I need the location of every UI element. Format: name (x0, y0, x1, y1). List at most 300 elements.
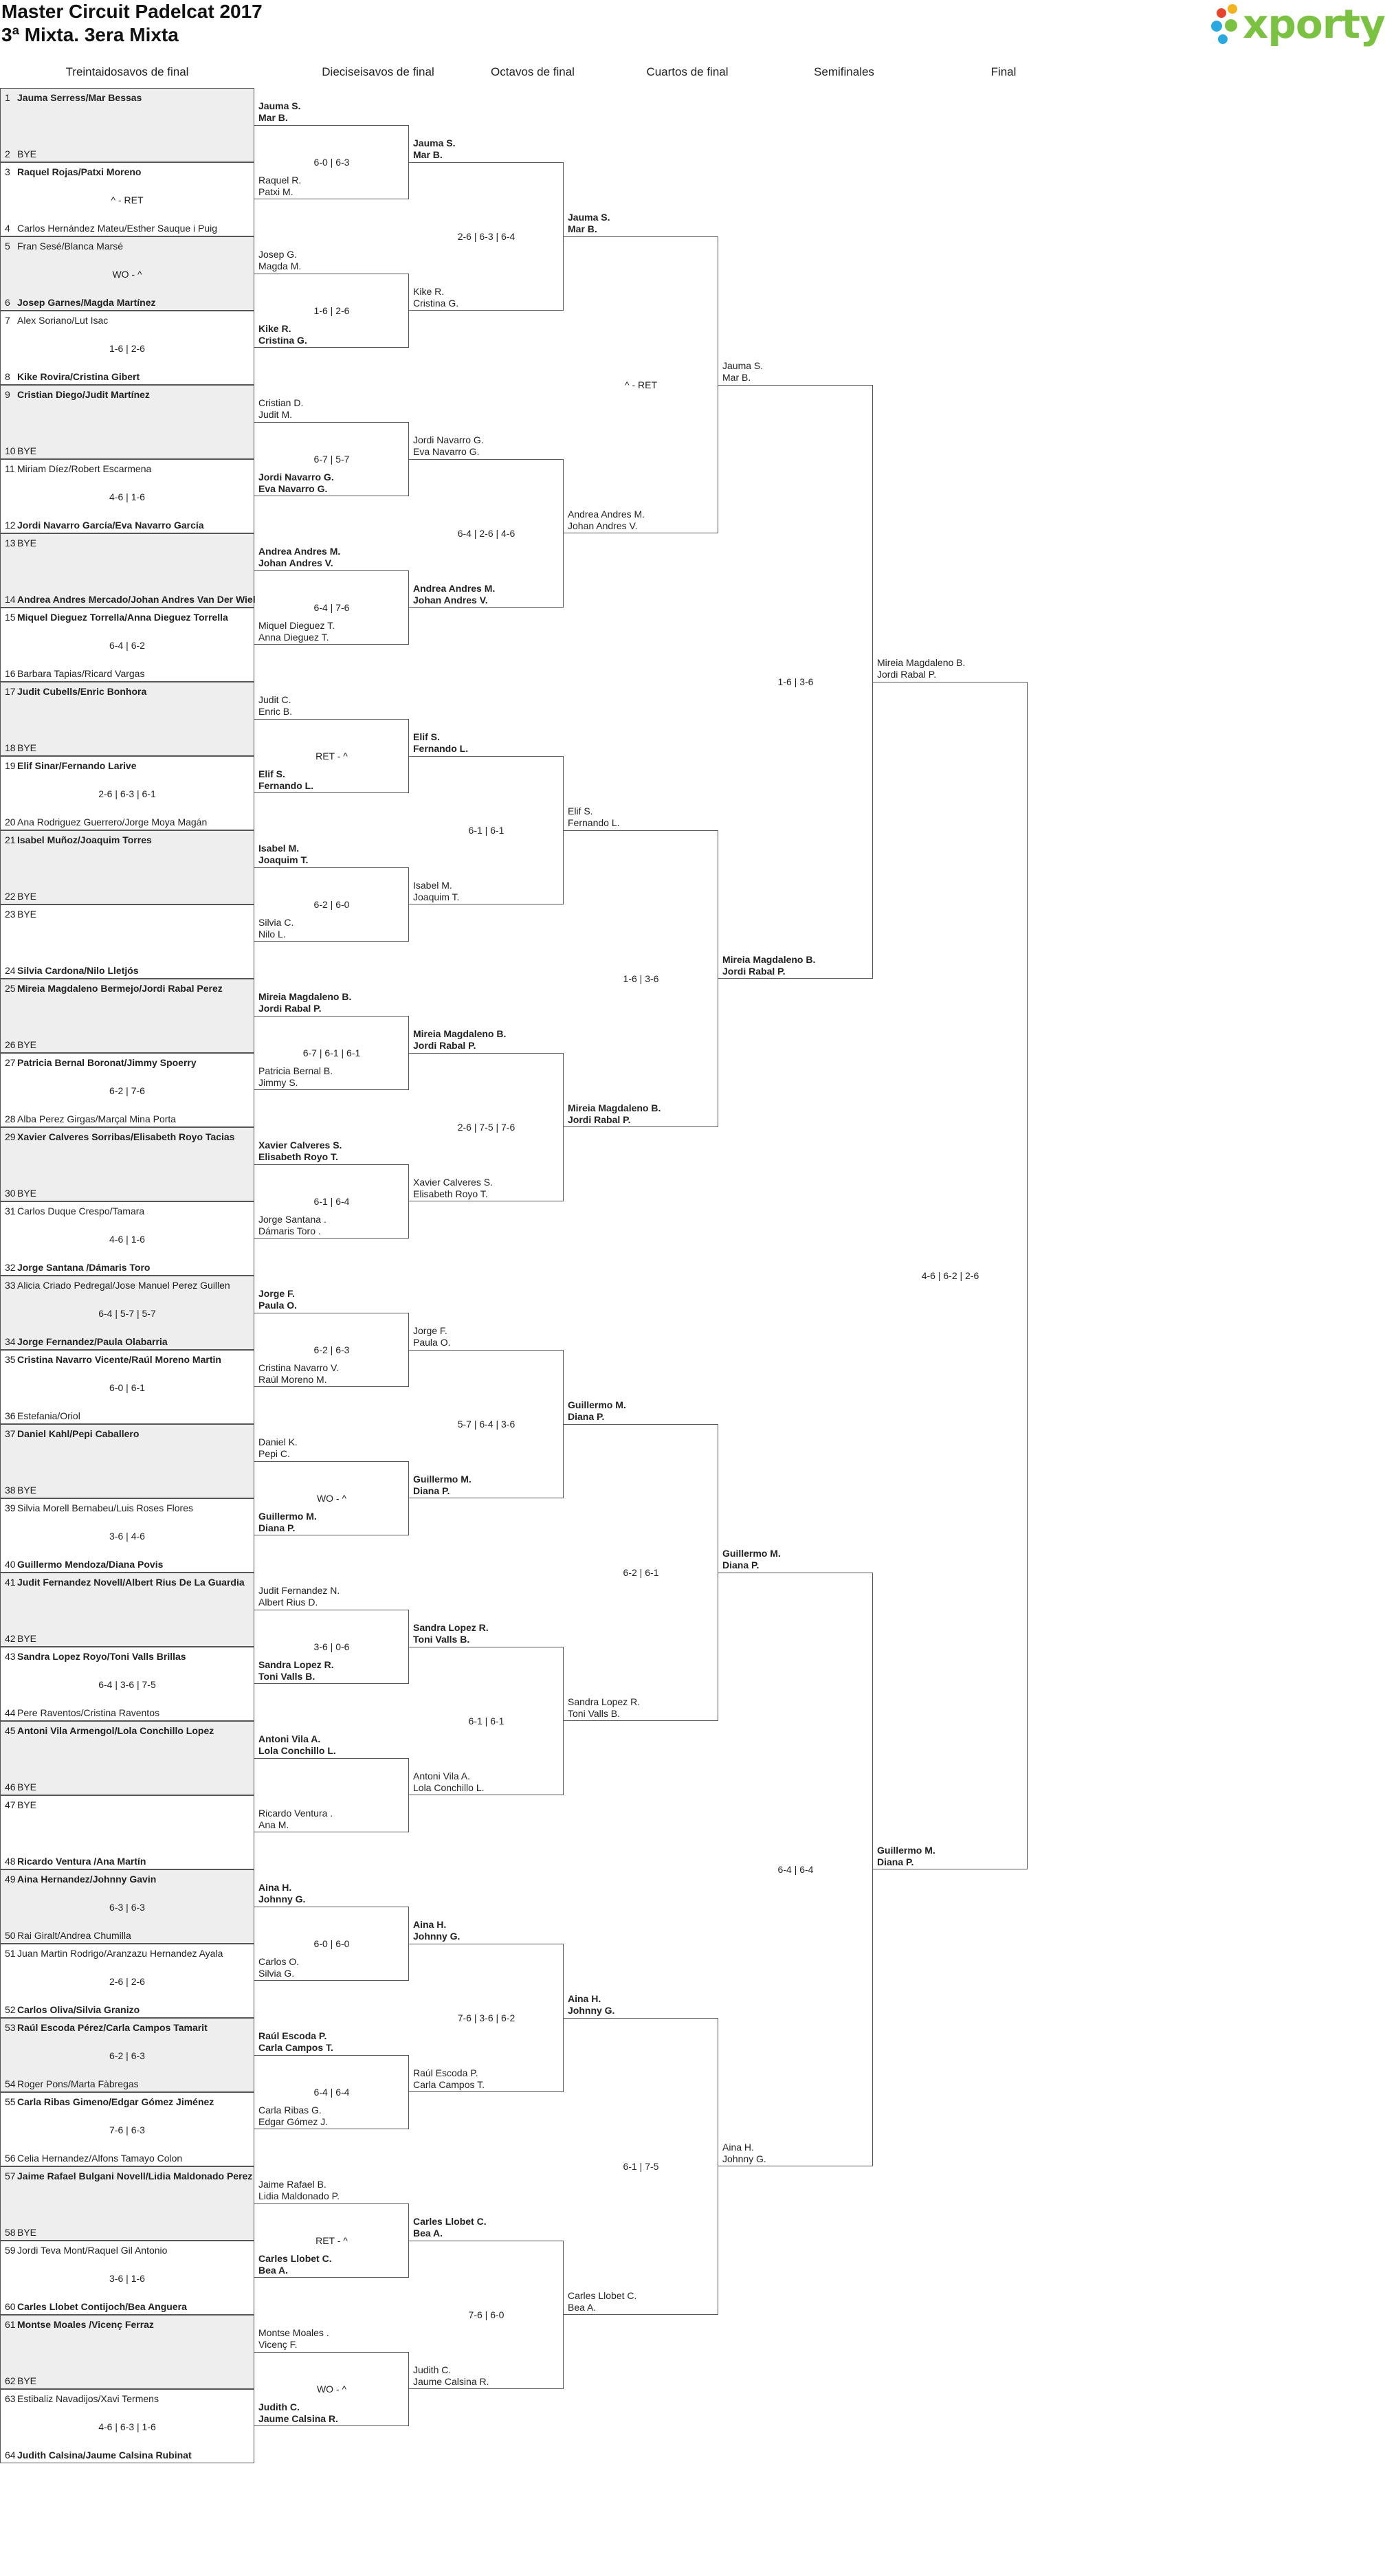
match-score: 7-6 | 3-6 | 6-2 (457, 2012, 516, 2023)
player-2: Eva Navarro G. (258, 483, 328, 494)
team-name: Aina Hernandez/Johnny Gavin (17, 1874, 157, 1885)
match-box-r32[interactable] (0, 608, 254, 682)
pair-name[interactable] (877, 1845, 935, 1868)
pair-name[interactable] (258, 397, 303, 421)
team-row[interactable] (5, 1781, 36, 1793)
pair-name[interactable] (258, 694, 292, 718)
team-row[interactable] (5, 890, 36, 902)
seed-number: 30 (5, 1188, 16, 1199)
seed-number: 58 (5, 2227, 16, 2238)
match-score: 1-6 | 3-6 (623, 973, 659, 984)
team-row[interactable] (5, 1261, 150, 1274)
match-box-r32[interactable] (0, 2018, 254, 2092)
player-2: Toni Valls B. (258, 1671, 315, 1682)
player-1: Jorge F. (258, 1288, 295, 1299)
team-row[interactable] (5, 296, 156, 309)
pair-name[interactable] (258, 1511, 317, 1534)
team-row[interactable] (5, 1502, 193, 1514)
player-2: Jordi Rabal P. (258, 1003, 322, 1014)
match-score: 6-3 | 6-3 (109, 1902, 145, 1913)
pair-name[interactable] (258, 2030, 333, 2054)
pair-name[interactable] (722, 1548, 781, 1571)
match-score: 7-6 | 6-3 (109, 2124, 145, 2135)
team-row[interactable] (5, 1484, 36, 1496)
player-2: Elisabeth Royo T. (413, 1188, 488, 1199)
player-2: Mar B. (568, 223, 597, 234)
team-row[interactable] (5, 759, 137, 772)
player-1: Sandra Lopez R. (413, 1622, 489, 1633)
team-row[interactable] (5, 1558, 163, 1570)
pair-name[interactable] (258, 2253, 332, 2276)
team-name: Patricia Bernal Boronat/Jimmy Spoerry (17, 1057, 197, 1068)
pair-name[interactable] (258, 471, 334, 495)
pair-name[interactable] (258, 1585, 340, 1608)
seed-number: 51 (5, 1948, 16, 1959)
seed-number: 14 (5, 594, 16, 605)
player-1: Jorge Santana . (258, 1214, 326, 1225)
pair-name[interactable] (258, 1956, 299, 1979)
team-row[interactable] (5, 1947, 223, 1959)
pair-name[interactable] (568, 1993, 614, 2017)
match-box-r32[interactable] (0, 2241, 254, 2315)
match-score: 6-2 | 6-0 (313, 899, 350, 910)
team-row[interactable] (5, 166, 141, 178)
pair-name[interactable] (258, 1214, 326, 1237)
page-header (1, 0, 263, 47)
pair-name[interactable] (258, 2327, 329, 2351)
seed-number: 2 (5, 148, 10, 159)
seed-number: 57 (5, 2170, 16, 2181)
team-row[interactable] (5, 388, 150, 401)
match-box-r32[interactable] (0, 1201, 254, 1276)
team-row[interactable] (5, 1279, 230, 1291)
pair-name[interactable] (413, 137, 455, 161)
match-score: 6-2 | 6-3 (109, 2050, 145, 2061)
team-name: Ricardo Ventura /Ana Martín (17, 1856, 146, 1867)
pair-name[interactable] (258, 2401, 338, 2425)
seed-number: 45 (5, 1725, 16, 1736)
match-box-r32[interactable] (0, 162, 254, 236)
team-row[interactable] (5, 1410, 80, 1422)
pair-name[interactable] (413, 1028, 506, 1052)
seed-number: 47 (5, 1799, 16, 1810)
team-row[interactable] (5, 2003, 140, 2016)
team-name: Andrea Andres Mercado/Johan Andres Van Der Wiel (17, 594, 256, 605)
column-header-5: Semifinales (814, 65, 874, 78)
logo-dot-blue-icon (1211, 21, 1222, 32)
player-1: Patricia Bernal B. (258, 1065, 333, 1076)
match-box-r32[interactable] (0, 533, 254, 608)
player-1: Sandra Lopez R. (258, 1659, 334, 1670)
team-row[interactable] (5, 908, 36, 920)
team-name: Pere Raventos/Cristina Raventos (17, 1707, 159, 1718)
pair-name[interactable] (568, 1399, 626, 1423)
pair-name[interactable] (722, 2142, 766, 2165)
team-row[interactable] (5, 519, 204, 531)
seed-number: 37 (5, 1428, 16, 1439)
pair-name[interactable] (258, 2105, 328, 2128)
player-2: Edgar Gómez J. (258, 2116, 329, 2127)
team-row[interactable] (5, 2300, 187, 2313)
pair-name[interactable] (258, 991, 351, 1014)
pair-name[interactable] (722, 954, 815, 977)
team-name: Silvia Morell Bernabeu/Luis Roses Flores (17, 1502, 193, 1513)
match-box-r32[interactable] (0, 830, 254, 904)
player-1: Guillermo M. (258, 1511, 317, 1522)
team-row[interactable] (5, 1113, 176, 1125)
match-box-r32[interactable] (0, 1721, 254, 1795)
match-box-r32[interactable] (0, 904, 254, 979)
team-row[interactable] (5, 2375, 36, 2387)
team-row[interactable] (5, 1707, 159, 1719)
seed-number: 23 (5, 909, 16, 920)
team-row[interactable] (5, 685, 146, 698)
xporty-logo[interactable] (1210, 1, 1385, 51)
team-name: Miriam Díez/Robert Escarmena (17, 463, 152, 474)
team-row[interactable] (5, 2318, 154, 2331)
team-name: Isabel Muñoz/Joaquim Torres (17, 834, 152, 845)
pair-name[interactable] (258, 1288, 297, 1311)
team-name: BYE (17, 1781, 37, 1792)
player-1: Elif S. (258, 768, 285, 779)
pair-name[interactable] (413, 434, 484, 458)
team-name: Montse Moales /Vicenç Ferraz (17, 2319, 154, 2330)
pair-name[interactable] (258, 546, 340, 569)
team-row[interactable] (5, 1039, 36, 1051)
match-box-r32[interactable] (0, 2166, 254, 2241)
team-row[interactable] (5, 463, 151, 475)
team-row[interactable] (5, 1187, 36, 1199)
seed-number: 11 (5, 463, 15, 474)
match-box-r32[interactable] (0, 1944, 254, 2018)
pair-name[interactable] (568, 1102, 661, 1126)
pair-name[interactable] (722, 360, 763, 384)
pair-name[interactable] (258, 1436, 298, 1460)
player-1: Ricardo Ventura . (258, 1808, 333, 1819)
pair-name[interactable] (413, 1622, 489, 1645)
team-row[interactable] (5, 2078, 139, 2090)
pair-name[interactable] (258, 1808, 333, 1831)
match-box-r32[interactable] (0, 1276, 254, 1350)
seed-number: 56 (5, 2153, 16, 2164)
match-score: 6-4 | 7-6 (313, 602, 350, 613)
player-2: Fernando L. (413, 743, 469, 754)
player-1: Mireia Magdaleno B. (877, 657, 966, 668)
pair-name[interactable] (413, 731, 468, 755)
player-2: Eva Navarro G. (413, 446, 480, 457)
player-2: Lola Conchillo L. (258, 1745, 336, 1756)
team-name: Mireia Magdaleno Bermejo/Jordi Rabal Perez (17, 983, 223, 994)
team-row[interactable] (5, 2392, 159, 2405)
player-1: Miquel Dieguez T. (258, 620, 335, 631)
seed-number: 52 (5, 2004, 16, 2015)
player-1: Isabel M. (258, 843, 300, 854)
seed-number: 32 (5, 1262, 16, 1273)
seed-number: 33 (5, 1280, 16, 1291)
seed-number: 62 (5, 2375, 16, 2386)
player-1: Aina H. (413, 1919, 447, 1930)
player-1: Raúl Escoda P. (258, 2030, 327, 2041)
team-row[interactable] (5, 2226, 36, 2239)
player-1: Raúl Escoda P. (413, 2067, 478, 2078)
team-row[interactable] (5, 91, 142, 104)
player-2: Johan Andres V. (258, 557, 333, 568)
player-2: Albert Rius D. (258, 1597, 318, 1608)
team-row[interactable] (5, 2449, 192, 2461)
team-row[interactable] (5, 1873, 156, 1885)
player-1: Jordi Navarro G. (413, 434, 484, 445)
team-row[interactable] (5, 314, 108, 326)
pair-name[interactable] (413, 1177, 493, 1200)
match-box-r32[interactable] (0, 1127, 254, 1201)
pair-name[interactable] (413, 1919, 460, 1942)
seed-number: 24 (5, 965, 16, 976)
team-row[interactable] (5, 2244, 167, 2256)
match-box-r32[interactable] (0, 459, 254, 533)
team-row[interactable] (5, 2096, 214, 2108)
pair-name[interactable] (413, 583, 495, 606)
team-name: BYE (17, 445, 37, 456)
pair-name[interactable] (568, 806, 620, 829)
team-row[interactable] (5, 982, 223, 995)
team-row[interactable] (5, 742, 36, 754)
pair-name[interactable] (413, 1325, 450, 1348)
team-name: BYE (17, 148, 37, 159)
player-1: Silvia C. (258, 917, 294, 928)
match-score: 6-4 | 6-2 (109, 640, 145, 651)
match-box-r32[interactable] (0, 1869, 254, 1944)
pair-name[interactable] (258, 249, 301, 272)
team-row[interactable] (5, 1353, 221, 1366)
seed-number: 8 (5, 371, 10, 382)
team-row[interactable] (5, 1650, 186, 1663)
team-row[interactable] (5, 240, 123, 252)
pair-name[interactable] (413, 880, 459, 903)
pair-name[interactable] (258, 1882, 305, 1905)
match-box-r32[interactable] (0, 2315, 254, 2389)
seed-number: 22 (5, 891, 16, 902)
match-box-r32[interactable] (0, 1647, 254, 1721)
seed-number: 36 (5, 1410, 16, 1421)
seed-number: 63 (5, 2393, 16, 2404)
player-1: Carles Llobet C. (258, 2253, 332, 2264)
team-name: Juan Martin Rodrigo/Aranzazu Hernandez Ayala (17, 1948, 223, 1959)
match-score: 6-4 | 5-7 | 5-7 (98, 1308, 156, 1319)
player-1: Andrea Andres M. (258, 546, 341, 557)
pair-name[interactable] (258, 1140, 342, 1163)
match-box-r32[interactable] (0, 1053, 254, 1127)
team-row[interactable] (5, 593, 256, 606)
match-box-r32[interactable] (0, 1573, 254, 1647)
match-score: 4-6 | 6-2 | 2-6 (921, 1270, 979, 1281)
player-2: Bea A. (413, 2228, 443, 2239)
pair-name[interactable] (258, 1733, 336, 1757)
team-row[interactable] (5, 1855, 146, 1867)
match-box-r32[interactable] (0, 1795, 254, 1869)
team-row[interactable] (5, 370, 140, 383)
player-1: Josep G. (258, 249, 298, 260)
team-row[interactable] (5, 816, 207, 828)
match-box-r32[interactable] (0, 1498, 254, 1573)
match-score: 6-0 | 6-1 (109, 1382, 145, 1393)
player-2: Diana P. (722, 1559, 760, 1570)
match-box-r32[interactable] (0, 2389, 254, 2463)
seed-number: 49 (5, 1874, 16, 1885)
team-row[interactable] (5, 2170, 252, 2182)
player-1: Xavier Calveres S. (413, 1177, 493, 1188)
team-name: Jordi Navarro García/Eva Navarro García (17, 520, 204, 531)
pair-name[interactable] (877, 657, 965, 680)
logo-dot-red-icon (1217, 8, 1226, 18)
seed-number: 28 (5, 1113, 16, 1124)
team-row[interactable] (5, 667, 144, 680)
team-row[interactable] (5, 1632, 36, 1645)
team-name: Estefania/Oriol (17, 1410, 80, 1421)
team-row[interactable] (5, 1428, 139, 1440)
team-row[interactable] (5, 2152, 182, 2164)
player-2: Mar B. (722, 372, 751, 383)
match-box-r32[interactable] (0, 979, 254, 1053)
seed-number: 46 (5, 1781, 16, 1792)
match-box-r32[interactable] (0, 311, 254, 385)
player-2: Johan Andres V. (413, 595, 488, 606)
player-2: Pepi C. (258, 1448, 290, 1459)
player-2: Jordi Rabal P. (722, 966, 786, 977)
logo-dot-lightblue-icon (1218, 34, 1228, 44)
team-row[interactable] (5, 2021, 208, 2034)
match-score: 6-7 | 6-1 | 6-1 (302, 1047, 361, 1058)
pair-name[interactable] (258, 175, 301, 198)
player-2: Judit M. (258, 409, 293, 420)
team-row[interactable] (5, 1335, 168, 1348)
team-row[interactable] (5, 1929, 131, 1942)
pair-name[interactable] (258, 843, 308, 866)
seed-number: 64 (5, 2450, 16, 2461)
team-name: Raquel Rojas/Patxi Moreno (17, 166, 142, 177)
team-row[interactable] (5, 222, 217, 234)
pair-name[interactable] (413, 1770, 485, 1794)
team-name: Daniel Kahl/Pepi Caballero (17, 1428, 140, 1439)
player-1: Andrea Andres M. (568, 509, 645, 520)
pair-name[interactable] (413, 2067, 485, 2091)
pair-name[interactable] (258, 2179, 340, 2202)
player-1: Raquel R. (258, 175, 302, 186)
team-name: Celia Hernandez/Alfons Tamayo Colon (17, 2153, 183, 2164)
match-box-r32[interactable] (0, 1350, 254, 1424)
pair-name[interactable] (258, 1659, 334, 1683)
team-row[interactable] (5, 1131, 234, 1143)
player-1: Aina H. (258, 1882, 292, 1893)
pair-name[interactable] (258, 100, 300, 124)
team-row[interactable] (5, 611, 228, 623)
seed-number: 59 (5, 2245, 16, 2256)
match-score: 5-7 | 6-4 | 3-6 (457, 1419, 516, 1430)
pair-name[interactable] (258, 620, 335, 643)
team-row[interactable] (5, 1724, 214, 1737)
match-box-r32[interactable] (0, 2092, 254, 2166)
player-1: Daniel K. (258, 1436, 298, 1447)
pair-name[interactable] (258, 323, 307, 346)
seed-number: 16 (5, 668, 16, 679)
seed-number: 9 (5, 389, 10, 400)
player-1: Guillermo M. (568, 1399, 626, 1410)
match-score: 6-2 | 7-6 (109, 1085, 145, 1096)
match-score: 4-6 | 6-3 | 1-6 (98, 2421, 156, 2432)
seed-number: 21 (5, 834, 16, 845)
match-box-r32[interactable] (0, 385, 254, 459)
team-row[interactable] (5, 1056, 197, 1069)
player-2: Diana P. (877, 1856, 914, 1867)
match-box-r32[interactable] (0, 236, 254, 311)
match-box-r32[interactable] (0, 756, 254, 830)
match-box-r32[interactable] (0, 1424, 254, 1498)
pair-name[interactable] (413, 2364, 489, 2388)
player-2: Bea A. (258, 2265, 289, 2276)
pair-name[interactable] (258, 768, 313, 792)
pair-name[interactable] (413, 286, 458, 309)
match-box-r32[interactable] (0, 88, 254, 162)
logo-dot-yellow-icon (1228, 4, 1237, 14)
column-header-3: Octavos de final (491, 65, 575, 78)
seed-number: 26 (5, 1039, 16, 1050)
team-row[interactable] (5, 1576, 245, 1588)
seed-number: 34 (5, 1336, 16, 1347)
team-row[interactable] (5, 537, 36, 549)
team-row[interactable] (5, 834, 152, 846)
team-row[interactable] (5, 1205, 144, 1217)
team-name: Xavier Calveres Sorribas/Elisabeth Royo Tacias (17, 1131, 235, 1142)
player-2: Carla Campos T. (413, 2079, 485, 2090)
match-score: 4-6 | 1-6 (109, 491, 145, 502)
match-score: 7-6 | 6-0 (468, 2309, 505, 2320)
team-name: Judit Fernandez Novell/Albert Rius De La Guardia (17, 1577, 245, 1588)
player-1: Cristian D. (258, 397, 304, 408)
team-name: BYE (17, 742, 37, 753)
pair-name[interactable] (413, 2216, 487, 2239)
player-2: Joaquim T. (258, 854, 309, 865)
pair-name[interactable] (568, 212, 610, 235)
team-name: Josep Garnes/Magda Martínez (17, 297, 156, 308)
pair-name[interactable] (568, 509, 645, 532)
pair-name[interactable] (258, 917, 293, 940)
team-name: Carla Ribas Gimeno/Edgar Gómez Jiménez (17, 2096, 214, 2107)
player-1: Montse Moales . (258, 2327, 329, 2338)
team-row[interactable] (5, 148, 36, 160)
team-name: Elif Sinar/Fernando Larive (17, 760, 137, 771)
pair-name[interactable] (568, 1696, 640, 1720)
team-row[interactable] (5, 1799, 36, 1811)
pair-name[interactable] (568, 2290, 636, 2313)
team-row[interactable] (5, 964, 139, 977)
match-box-r32[interactable] (0, 682, 254, 756)
seed-number: 6 (5, 297, 10, 308)
page-title: Master Circuit Padelcat 2017 (1, 1, 263, 22)
seed-number: 10 (5, 445, 16, 456)
pair-name[interactable] (258, 1362, 339, 1386)
pair-name[interactable] (413, 1474, 472, 1497)
seed-number: 12 (5, 520, 16, 531)
player-1: Jauma S. (413, 137, 456, 148)
player-2: Joaquim T. (413, 891, 460, 902)
team-row[interactable] (5, 445, 36, 457)
player-2: Mar B. (413, 149, 443, 160)
player-1: Antoni Vila A. (258, 1733, 321, 1744)
player-1: Mireia Magdaleno B. (258, 991, 352, 1002)
pair-name[interactable] (258, 1065, 333, 1089)
seed-number: 43 (5, 1651, 16, 1662)
team-name: Cristina Navarro Vicente/Raúl Moreno Martin (17, 1354, 221, 1365)
seed-number: 7 (5, 315, 10, 326)
